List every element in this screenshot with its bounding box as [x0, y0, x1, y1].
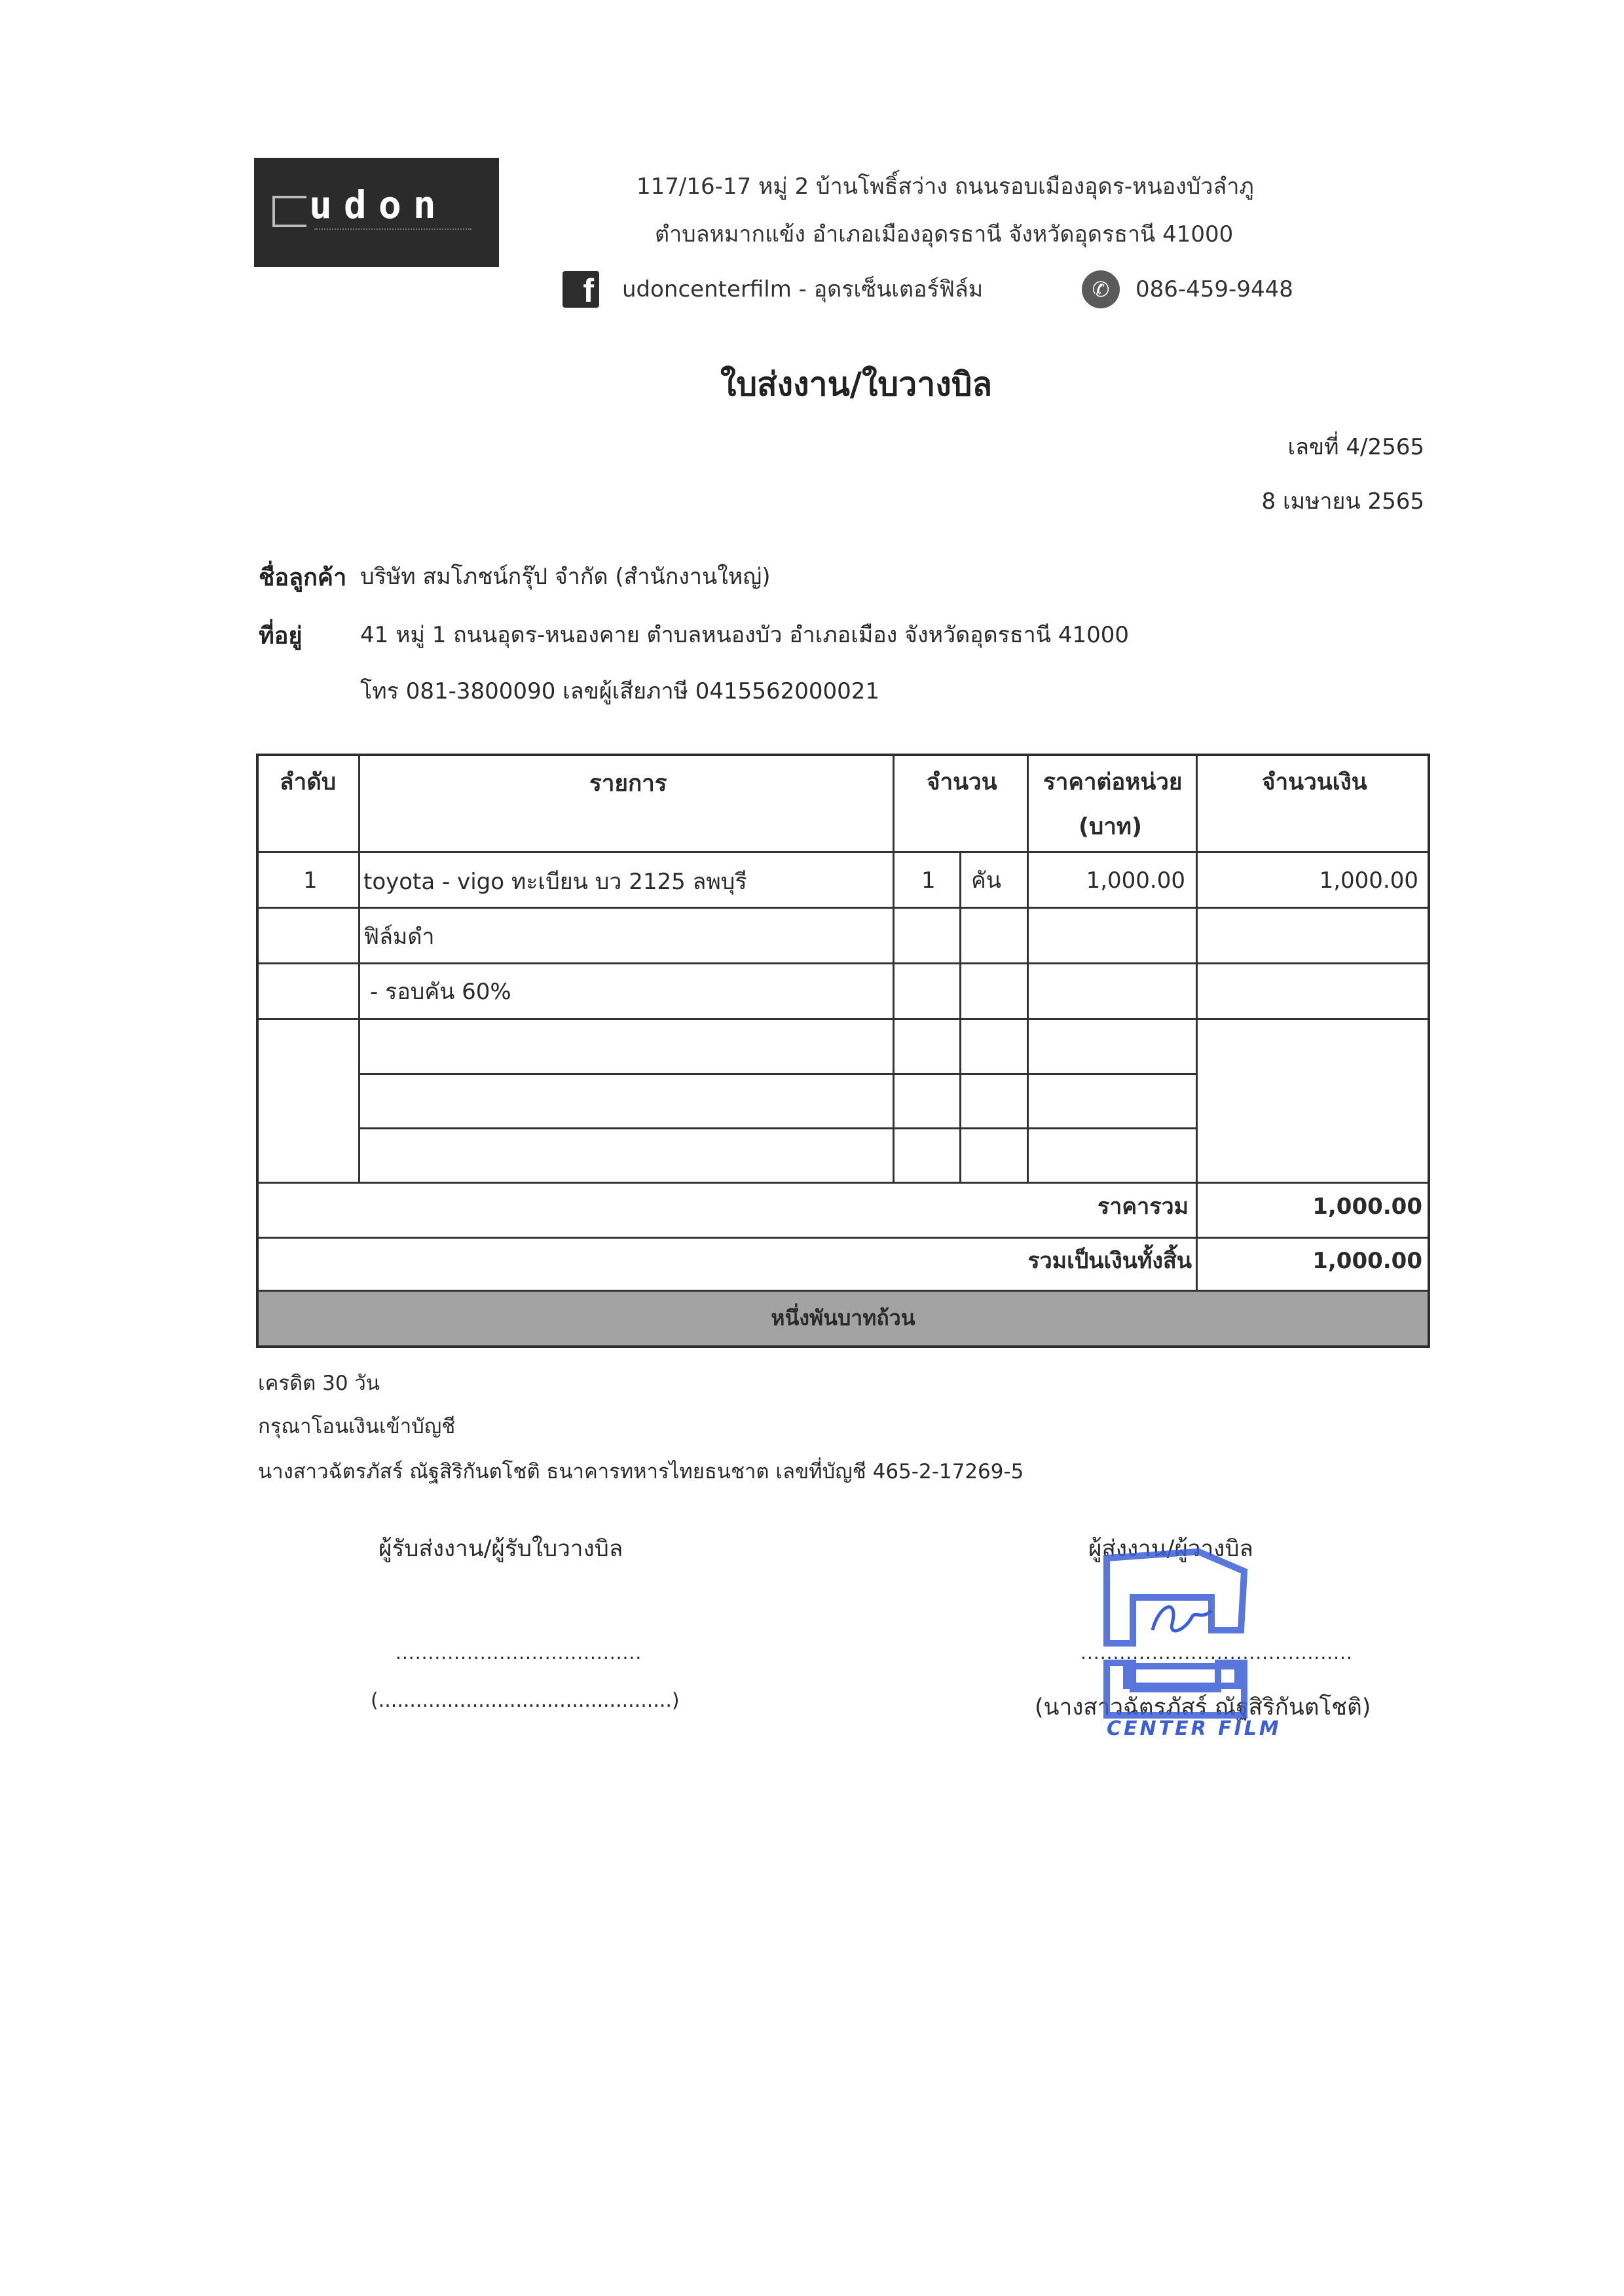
sender-signature-line: .......................................... [1080, 1642, 1353, 1664]
row1-amount: 1,000.00 [1319, 867, 1418, 894]
col-divider [1027, 756, 1029, 1183]
company-stamp [1080, 1532, 1290, 1748]
company-address-line1: 117/16-17 หมู่ 2 บ้านโพธิ์สว่าง ถนนรอบเมืองอุดร-หนองบัวลำภู [637, 173, 1254, 200]
logo-mark-icon [272, 196, 306, 227]
customer-name-label: ชื่อลูกค้า [259, 564, 347, 591]
header-unit-price-currency: (บาท) [1079, 814, 1142, 840]
sender-name: (นางสาวฉัตรภัสร์ ณัฐสิริกันตโชติ) [1035, 1694, 1371, 1721]
row-divider [259, 1182, 1428, 1184]
row-divider [259, 851, 1428, 853]
facebook-page: udoncenterfilm - อุดรเซ็นเตอร์ฟิล์ม [622, 276, 984, 302]
row-divider [358, 1073, 1196, 1075]
phone-icon: ✆ [1082, 270, 1120, 308]
facebook-icon: f [563, 271, 599, 308]
customer-address: 41 หมู่ 1 ถนนอุดร-หนองคาย ตำบลหนองบัว อำเภอเมือง จังหวัดอุดรธานี 41000 [360, 622, 1129, 648]
row-divider [259, 962, 1428, 964]
row1-item: toyota - vigo ทะเบียน บว 2125 ลพบุรี [363, 869, 747, 895]
signature-scribble [1153, 1607, 1211, 1631]
bank-account: นางสาวฉัตรภัสร์ ณัฐสิริกันตโชติ ธนาคารทหารไทยธนชาต เลขที่บัญชี 465-2-17269-5 [258, 1460, 1024, 1484]
document-date: 8 เมษายน 2565 [1261, 488, 1424, 515]
document-number: เลขที่ 4/2565 [1287, 434, 1424, 460]
subtotal-value: 1,000.00 [1312, 1194, 1422, 1220]
sender-signature-label: ผู้ส่งงาน/ผู้วางบิล [1088, 1536, 1253, 1562]
col-divider [358, 756, 360, 1183]
row-divider [259, 1018, 1428, 1020]
header-amount: จำนวนเงิน [1262, 769, 1367, 795]
transfer-note: กรุณาโอนเงินเข้าบัญชี [258, 1415, 456, 1438]
subtotal-label: ราคารวม [1098, 1194, 1189, 1220]
customer-address-label: ที่อยู่ [259, 623, 303, 649]
total-value: 1,000.00 [1312, 1248, 1422, 1274]
row1-unit: คัน [971, 867, 1001, 894]
header-unit-price: ราคาต่อหน่วย [1043, 769, 1183, 795]
header-item: รายการ [589, 771, 667, 797]
row1-no: 1 [303, 867, 318, 894]
logo-text: udon [309, 183, 448, 227]
header-qty: จำนวน [927, 769, 997, 795]
col-divider [1196, 756, 1198, 1291]
customer-name: บริษัท สมโภชน์กรุ๊ป จำกัด (สำนักงานใหญ่) [360, 564, 771, 590]
items-table [256, 754, 1430, 1348]
row-divider [259, 907, 1428, 909]
row1-price: 1,000.00 [1086, 867, 1185, 894]
total-label: รวมเป็นเงินทั้งสิ้น [1027, 1248, 1192, 1274]
receiver-signature-label: ผู้รับส่งงาน/ผู้รับใบวางบิล [378, 1536, 623, 1562]
row-divider [259, 1237, 1428, 1239]
amount-in-words: หนึ่งพันบาทถ้วน [771, 1305, 915, 1330]
col-divider [893, 756, 895, 1183]
row-divider [358, 1127, 1196, 1129]
company-logo [254, 158, 499, 267]
company-address-line2: ตำบลหมากแข้ง อำเภอเมืองอุดรธานี จังหวัดอุดรธานี 41000 [655, 221, 1234, 247]
credit-terms: เครดิต 30 วัน [258, 1372, 380, 1395]
logo-underline [314, 228, 471, 235]
company-phone: 086-459-9448 [1135, 276, 1293, 302]
stamp-text: CENTER FILM [1107, 1717, 1282, 1740]
receiver-signature-line: ...................................... [396, 1642, 642, 1664]
row3-item: - รอบคัน 60% [370, 979, 511, 1005]
customer-contact: โทร 081-3800090 เลขผู้เสียภาษี 0415562000021 [360, 678, 879, 704]
document-title: ใบส่งงาน/ใบวางบิล [720, 365, 993, 403]
header-no: ลำดับ [280, 769, 337, 795]
receiver-name-line: (...............................................) [371, 1689, 680, 1712]
row2-item: ฟิล์มดำ [363, 924, 435, 950]
row1-qty: 1 [921, 867, 936, 894]
